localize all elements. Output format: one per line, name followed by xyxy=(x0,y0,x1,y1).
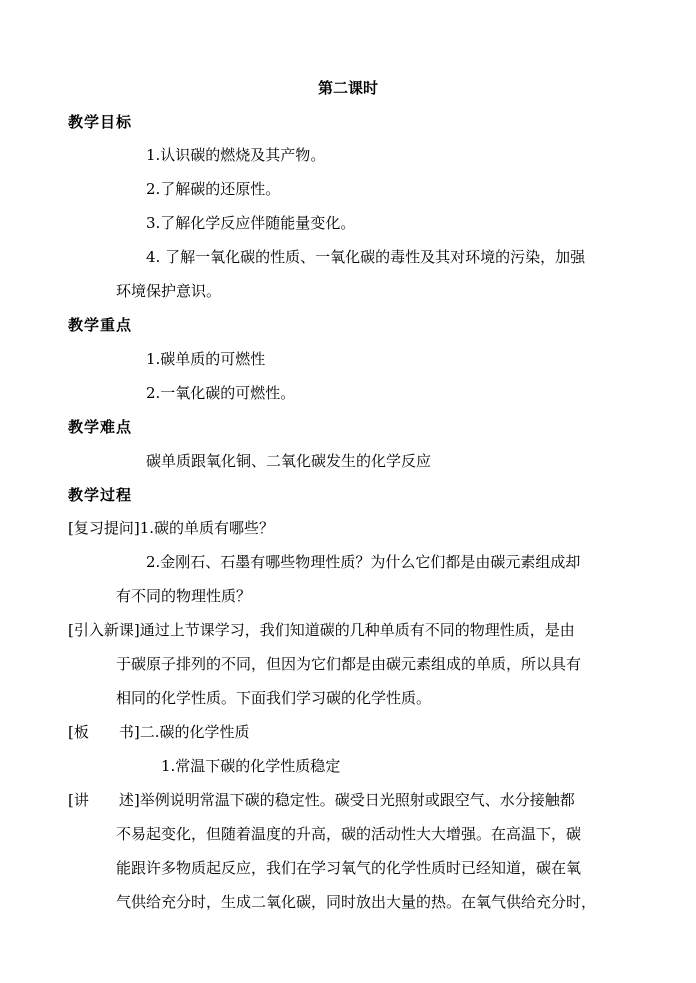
objective-item-continued: 环境保护意识。 xyxy=(116,282,222,300)
key-points-heading: 教学重点 xyxy=(68,316,133,334)
objective-item: 3.了解化学反应伴随能量变化。 xyxy=(146,214,356,232)
objective-item: 2.了解碳的还原性。 xyxy=(146,180,281,198)
process-line: [板 书]二.碳的化学性质 xyxy=(68,723,250,741)
process-heading: 教学过程 xyxy=(68,486,133,504)
process-line: 于碳原子排列的不同，但因为它们都是由碳元素组成的单质，所以具有 xyxy=(116,655,582,673)
process-line: 1.常温下碳的化学性质稳定 xyxy=(161,757,341,775)
process-line: [引入新课]通过上节课学习，我们知道碳的几种单质有不同的物理性质，是由 xyxy=(68,621,575,639)
page-title: 第二课时 xyxy=(317,79,378,97)
objective-item: 1.认识碳的燃烧及其产物。 xyxy=(146,146,326,164)
process-line: 2.金刚石、石墨有哪些物理性质？为什么它们都是由碳元素组成却 xyxy=(146,553,581,571)
key-point-item: 2.一氧化碳的可燃性。 xyxy=(146,384,296,402)
process-line: [复习提问]1.碳的单质有哪些？ xyxy=(68,519,275,537)
key-point-item: 1.碳单质的可燃性 xyxy=(146,350,266,368)
objective-item: 4. 了解一氧化碳的性质、一氧化碳的毒性及其对环境的污染，加强 xyxy=(146,248,586,266)
process-line: 能跟许多物质起反应，我们在学习氧气的化学性质时已经知道，碳在氧 xyxy=(116,859,582,877)
difficulty-item: 碳单质跟氧化铜、二氧化碳发生的化学反应 xyxy=(146,452,432,470)
process-line: [讲 述]举例说明常温下碳的稳定性。碳受日光照射或跟空气、水分接触都 xyxy=(68,791,575,809)
process-line: 有不同的物理性质？ xyxy=(116,587,252,605)
objectives-heading: 教学目标 xyxy=(68,113,133,131)
process-line: 不易起变化，但随着温度的升高，碳的活动性大大增强。在高温下，碳 xyxy=(116,825,582,843)
difficulties-heading: 教学难点 xyxy=(68,418,133,436)
process-line: 相同的化学性质。下面我们学习碳的化学性质。 xyxy=(116,689,432,707)
process-line: 气供给充分时，生成二氧化碳，同时放出大量的热。在氧气供给充分时， xyxy=(116,893,597,911)
